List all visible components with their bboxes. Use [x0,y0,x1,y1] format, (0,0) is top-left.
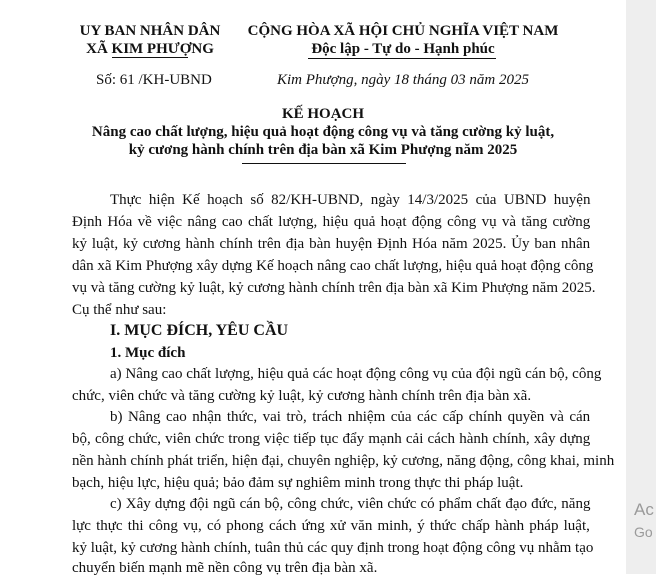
section-heading: I. MỤC ĐÍCH, YÊU CẦU [110,322,289,339]
activation-watermark-line2: Go [634,524,653,540]
agency-name-line1: UY BAN NHÂN DÂN [79,23,221,39]
paragraph-c-line: kỷ luật, kỷ cương hành chính, tuân thủ các quy định trong hoạt động công vụ nhằm tạo [72,540,594,556]
document-subject-line2: kỷ cương hành chính trên địa bàn xã Kim Phượng năm 2025 [128,142,518,158]
paragraph-c-line: c) Xây dựng đội ngũ cán bộ, công chức, viên chức có phẩm chất đạo đức, năng [110,496,591,512]
paragraph-b-line: bộ, công chức, viên chức trong việc tiếp tục đẩy mạnh cải cách hành chính, xây dựng [72,431,591,447]
national-motto [238,22,568,58]
intro-line: Thực hiện Kế hoạch số 82/KH-UBND, ngày 14/3/2025 của UBND huyện [110,192,591,208]
paragraph-b-line: b) Nâng cao nhận thức, vai trò, trách nhiệm của các cấp chính quyền và cán [110,409,591,425]
agency-name-line2: XÃ KIM PHƯỢNG [86,41,214,57]
motto-underline [308,58,496,59]
intro-line: Cụ thể như sau: [72,302,167,318]
intro-line: vụ và tăng cường kỷ luật, kỷ cương hành chính trên địa bàn xã Kim Phượng năm 2025. [72,280,596,296]
paragraph-a-line: chức, viên chức và tăng cường kỷ luật, kỷ cương hành chính trên địa bàn xã. [72,388,532,404]
intro-line: Định Hóa về việc nâng cao chất lượng, hiệu quả hoạt động công vụ và tăng cường [72,214,591,230]
document-number: Số: 61 /KH-UBND [96,72,212,88]
paragraph-a-line: a) Nâng cao chất lượng, hiệu quả các hoạt động công vụ của đội ngũ cán bộ, công [110,366,602,382]
subsection-heading: 1. Mục đích [110,345,186,361]
motto-slogan: Độc lập - Tự do - Hạnh phúc [311,41,495,57]
paragraph-b-line: bạch, hiệu lực, hiệu quả; bảo đảm sự nghiêm minh trong thực thi pháp luật. [72,475,524,491]
title-underline [242,163,406,164]
intro-line: kỷ luật, kỷ cương hành chính trên địa bàn huyện Định Hóa năm 2025. Ủy ban nhân [72,236,591,252]
paragraph-c-line: lực thực thi công vụ, có phong cách ứng xử văn minh, ý thức chấp hành pháp luật, [72,518,590,534]
paragraph-c-line: chuyển biến mạnh mẽ nền công vụ trên địa bàn xã. [72,560,378,576]
national-title: CỘNG HÒA XÃ HỘI CHỦ NGHĨA VIỆT NAM [247,23,559,39]
activation-watermark-line1: Ac [634,500,654,519]
viewer-background [626,0,656,574]
paragraph-b-line: nền hành chính phát triển, hiện đại, chuyên nghiệp, kỷ cương, năng động, công khai, minh [72,453,615,469]
issuing-agency [65,22,235,58]
document-type-title: KẾ HOẠCH [281,106,365,122]
place-and-date: Kim Phượng, ngày 18 tháng 03 năm 2025 [277,72,530,88]
intro-line: dân xã Kim Phượng xây dựng Kế hoạch nâng cao chất lượng, hiệu quả hoạt động công [72,258,594,274]
agency-underline [112,57,188,58]
document-subject-line1: Nâng cao chất lượng, hiệu quả hoạt động công vụ và tăng cường kỷ luật, [91,124,555,140]
